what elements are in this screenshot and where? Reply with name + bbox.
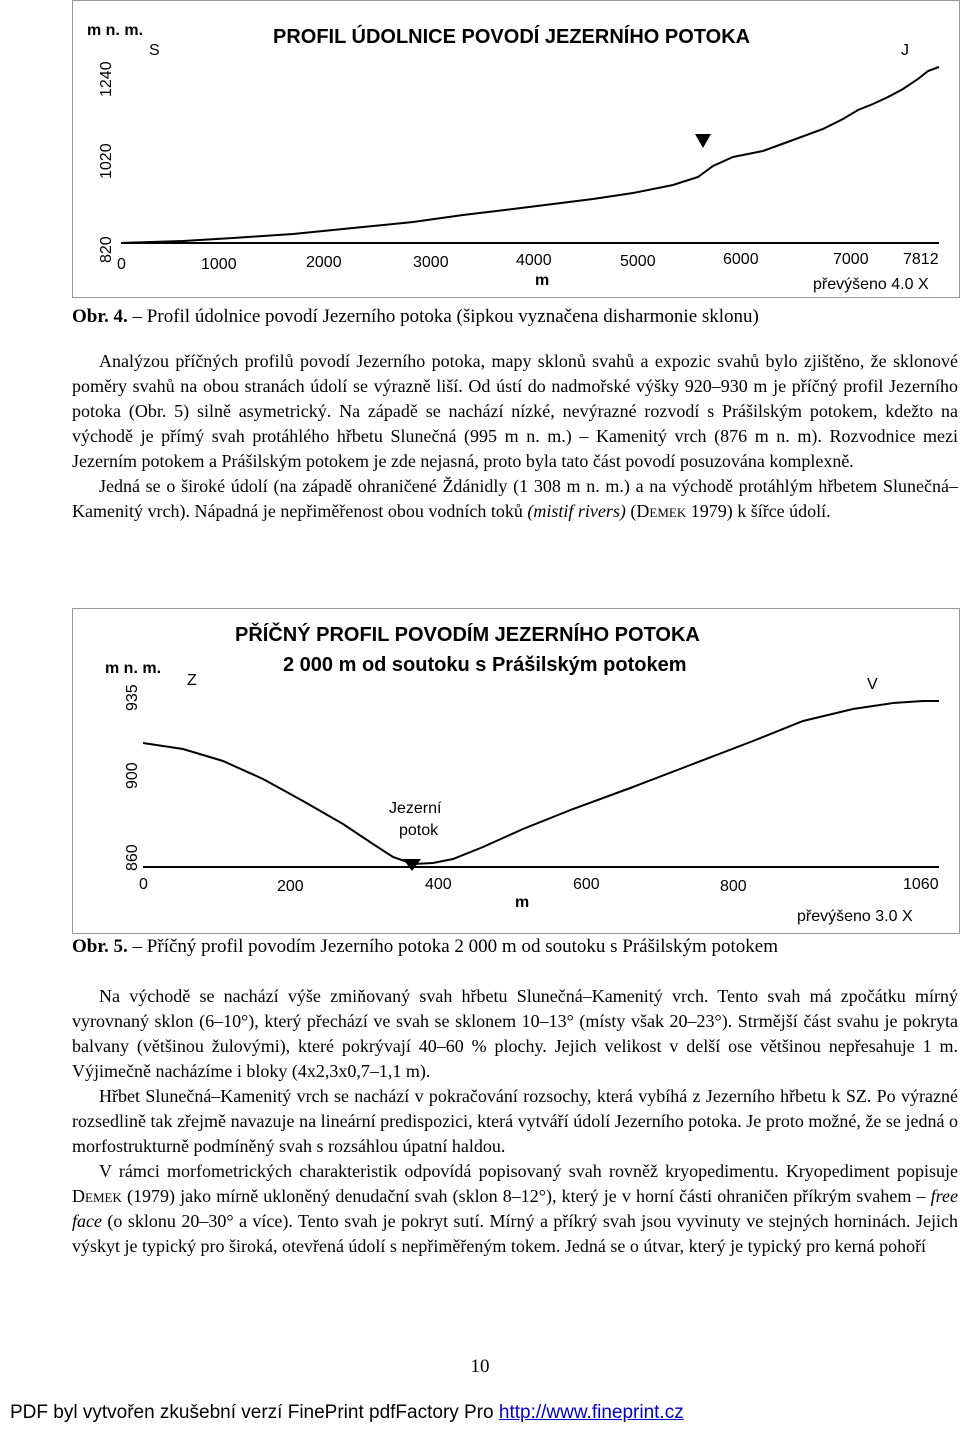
figure-4-chart <box>73 1 959 297</box>
paragraph: Hřbet Slunečná–Kamenitý vrch se nachází v pokračování rozsochy, která vybíhá z Jezerního hřbetu k SZ. Po výrazné rozsedlině tak zřejmě navazuje na lineární predispozici, která vytváří údolí Jezerního potoka. Je proto možné, že se jedná o morfostrukturně podmíněný svah s rozsáhlou úpatní haldou. <box>72 1086 958 1156</box>
figure-4-side-right: J <box>901 42 909 59</box>
figure-4-x-tick: 3000 <box>413 254 449 271</box>
figure-5-side-right: V <box>867 676 878 693</box>
paragraph-text: (1979) jako mírně ukloněný denudační svah (sklon 8–12°), který je v horní části ohraničen příkrým svahem – <box>121 1186 931 1206</box>
figure-5-caption-text: – Příčný profil povodím Jezerního potoka 2 000 m od soutoku s Prášilským potokem <box>127 936 778 957</box>
figure-4-x-tick: 0 <box>117 256 126 273</box>
figure-5-caption <box>72 936 778 958</box>
figure-4-caption <box>72 306 759 328</box>
figure-4-x-tick: 2000 <box>306 254 342 271</box>
figure-5-stream-label: potok <box>399 822 439 839</box>
paragraph: Analýzou příčných profilů povodí Jezerního potoka, mapy sklonů svahů a expozic svahů bylo zjištěno, že sklonové poměry svahů na obou stranách údolí se výrazně liší. Od ústí do nadmořské výšky 920–930 m je příčný profil Jezerního potoka (Obr. 5) silně asymetrický. Na západě se nachází nízké, nevýrazné rozvodí s Prášilským potokem, kdežto na východě je přímý svah protáhlého hřbetu Slunečná (995 m n. m.) – Kamenitý vrch (876 m n. m). Rozvodnice mezi Jezerním potokem a Prášilským potokem je zde nejasná, proto byla tato část povodí posuzována komplexně. <box>72 351 958 471</box>
paragraph-text: (o sklonu 20–30° a více). Tento svah je pokryt sutí. Mírný a příkrý svah jsou vyvinuty ve stejných horninách. Jejich výskyt je typický pro široká, otevřená údolí s nepřiměřeným tokem. Jedná se o útvar, který je typický pro kerná pohoří <box>72 1211 958 1256</box>
figure-4-title: PROFIL ÚDOLNICE POVODÍ JEZERNÍHO POTOKA <box>273 26 751 48</box>
paragraph <box>72 474 958 524</box>
figure-4-caption-label: Obr. 4. <box>72 306 128 327</box>
paragraph <box>72 1159 958 1259</box>
figure-4-x-tick: 7000 <box>833 251 869 268</box>
figure-4-caption-text: – Profil údolnice povodí Jezerního potoka (šipkou vyznačena disharmonie sklonu) <box>127 306 759 327</box>
figure-5-exaggeration: převýšeno 3.0 X <box>797 908 913 925</box>
figure-4-x-tick: 1000 <box>201 256 237 273</box>
figure-5-stream-marker <box>403 859 421 871</box>
figure-4-x-tick: 5000 <box>620 253 656 270</box>
figure-5-caption-label: Obr. 5. <box>72 936 128 957</box>
figure-5-side-left: Z <box>187 672 197 689</box>
author-name: Demek <box>72 1186 122 1206</box>
figure-5-x-tick: 0 <box>139 876 148 893</box>
figure-5 <box>72 608 960 934</box>
figure-4-side-left: S <box>149 42 160 59</box>
paragraph-block-2 <box>72 984 958 1259</box>
figure-5-subtitle: 2 000 m od soutoku s Prášilským potokem <box>283 654 687 676</box>
figure-4-y-tick-1020: 1020 <box>98 143 115 179</box>
figure-4 <box>72 0 960 298</box>
figure-5-title: PŘÍČNÝ PROFIL POVODÍM JEZERNÍHO POTOKA <box>235 624 700 646</box>
paragraph-text: ( <box>625 501 637 521</box>
figure-4-unit-label: m n. m. <box>87 22 144 39</box>
paragraph-italic: free face <box>72 1186 958 1231</box>
figure-5-unit-label: m n. m. <box>105 660 162 677</box>
paragraph-text: 1979) k šířce údolí. <box>686 501 831 521</box>
paragraph-text: Jedná se o široké údolí (na západě ohraničené Ždánidly (1 308 m n. m.) a na východě protáhlým hřbetem Slunečná–Kamenitý vrch). Nápadná je nepřiměřenost obou vodních toků <box>72 476 958 521</box>
footer-text: PDF byl vytvořen zkušební verzí FinePrint pdfFactory Pro <box>10 1402 499 1423</box>
figure-4-marker-arrow <box>695 134 711 148</box>
figure-4-x-label: m <box>535 272 550 289</box>
figure-5-x-label: m <box>515 894 530 911</box>
figure-4-x-tick: 6000 <box>723 251 759 268</box>
paragraph-italic: (mistif rivers) <box>527 501 626 521</box>
figure-4-x-tick: 4000 <box>516 252 552 269</box>
figure-5-chart <box>73 609 959 933</box>
figure-5-y-tick-900: 900 <box>124 762 141 789</box>
figure-5-y-tick-935: 935 <box>124 684 141 711</box>
figure-5-y-tick-860: 860 <box>124 844 141 871</box>
footer <box>10 1402 684 1424</box>
figure-4-y-tick-1240: 1240 <box>98 61 115 97</box>
figure-5-x-tick: 200 <box>277 878 304 895</box>
figure-5-x-tick: 600 <box>573 876 600 893</box>
figure-4-y-tick-820: 820 <box>98 236 115 263</box>
page-number: 10 <box>470 1356 490 1377</box>
figure-5-stream-label: Jezerní <box>389 800 442 817</box>
paragraph: Na východě se nachází výše zmiňovaný svah hřbetu Slunečná–Kamenitý vrch. Tento svah má zpočátku mírný vyrovnaný sklon (6–10°), který přechází ve svah se sklonem 10–13° (místy však 20–23°). Strmější část svahu je pokryta balvany (většinou žulovými), které pokrývají 40–60 % plochy. Jejich velikost v delší ose většinou nepřesahuje 1 m. Výjimečně nacházíme i bloky (4x2,3x0,7–1,1 m). <box>72 986 958 1081</box>
paragraph-text: V rámci morfometrických charakteristik odpovídá popisovaný svah rovněž kryopedimentu. Kryopediment popisuje <box>99 1161 958 1181</box>
figure-5-x-tick: 800 <box>720 878 747 895</box>
paragraph-block-1 <box>72 349 958 524</box>
footer-link[interactable]: http://www.fineprint.cz <box>498 1402 684 1423</box>
figure-4-exaggeration: převýšeno 4.0 X <box>813 276 929 293</box>
figure-5-x-tick: 1060 <box>903 876 939 893</box>
figure-4-x-tick: 7812 <box>903 251 939 268</box>
figure-4-profile-line <box>121 67 939 243</box>
figure-5-x-tick: 400 <box>425 876 452 893</box>
figure-5-profile-line <box>143 701 939 864</box>
author-name: Demek <box>636 501 687 521</box>
